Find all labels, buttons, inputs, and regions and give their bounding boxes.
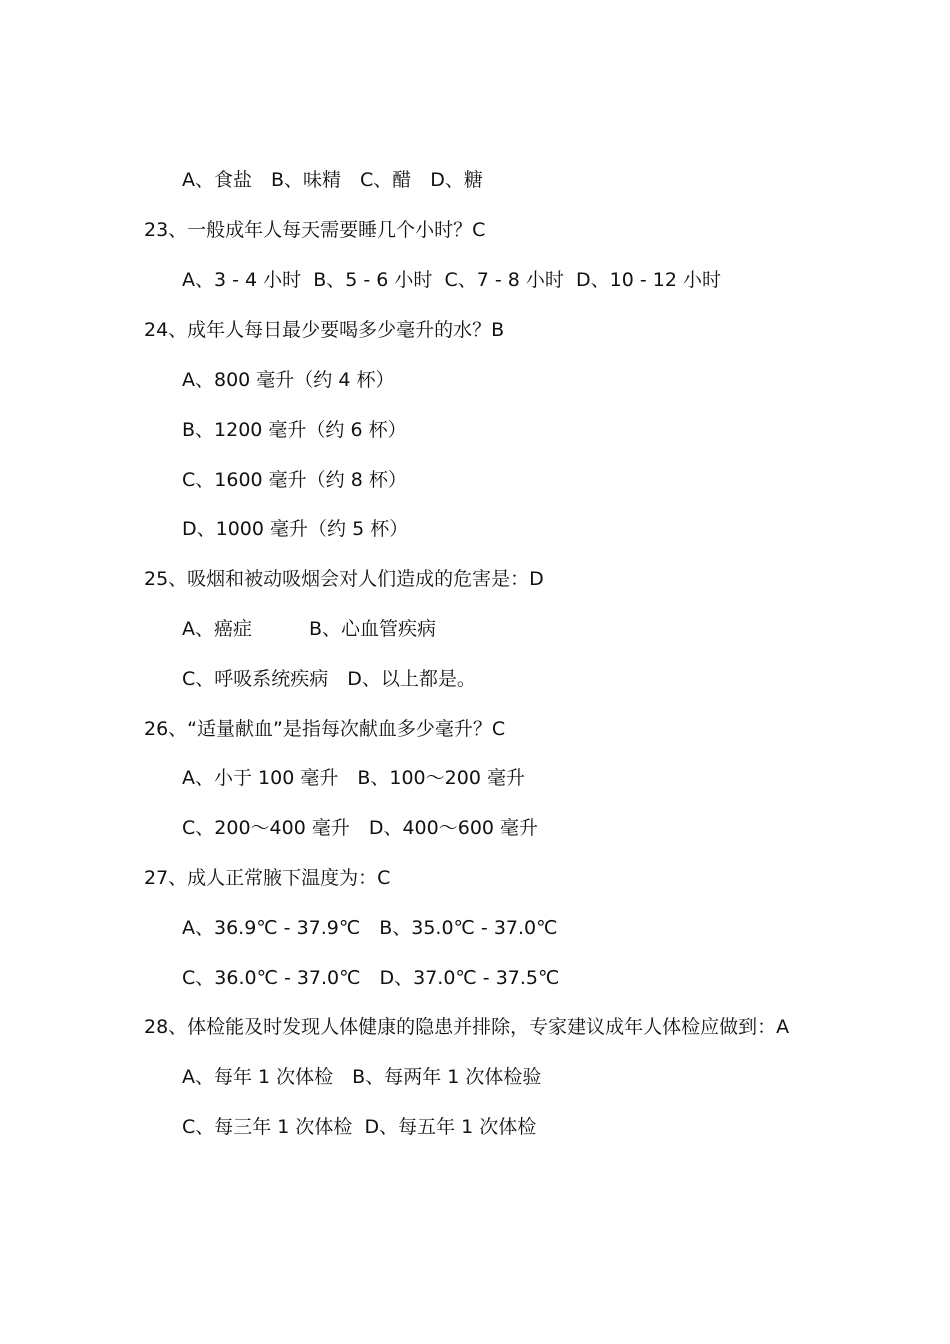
question-23: 23、一般成年人每天需要睡几个小时？C [144, 219, 486, 241]
question-27: 27、成人正常腋下温度为：C [144, 867, 391, 889]
option-24-b: B、1200 毫升（约 6 杯） [182, 419, 407, 441]
option-24-a: A、800 毫升（约 4 杯） [182, 369, 395, 391]
option-line-22: A、食盐 B、味精 C、醋 D、糖 [182, 169, 483, 191]
option-line-25-ab: A、癌症 B、心血管疾病 [182, 618, 437, 640]
option-line-28-ab: A、每年 1 次体检 B、每两年 1 次体检验 [182, 1066, 542, 1088]
option-line-25-cd: C、呼吸系统疾病 D、以上都是。 [182, 668, 476, 690]
option-line-27-cd: C、36.0℃ - 37.0℃ D、37.0℃ - 37.5℃ [182, 967, 560, 989]
question-28: 28、体检能及时发现人体健康的隐患并排除，专家建议成年人体检应做到：A [144, 1016, 790, 1038]
option-24-d: D、1000 毫升（约 5 杯） [182, 518, 409, 540]
option-line-26-cd: C、200～400 毫升 D、400～600 毫升 [182, 817, 539, 839]
option-line-28-cd: C、每三年 1 次体检 D、每五年 1 次体检 [182, 1116, 537, 1138]
question-26: 26、“适量献血”是指每次献血多少毫升？C [144, 718, 506, 740]
option-line-27-ab: A、36.9℃ - 37.9℃ B、35.0℃ - 37.0℃ [182, 917, 558, 939]
option-line-23: A、3 - 4 小时 B、5 - 6 小时 C、7 - 8 小时 D、10 - 12 小时 [182, 269, 721, 291]
option-24-c: C、1600 毫升（约 8 杯） [182, 469, 407, 491]
question-24: 24、成年人每日最少要喝多少毫升的水？B [144, 319, 505, 341]
question-25: 25、吸烟和被动吸烟会对人们造成的危害是：D [144, 568, 544, 590]
option-line-26-ab: A、小于 100 毫升 B、100～200 毫升 [182, 767, 525, 789]
